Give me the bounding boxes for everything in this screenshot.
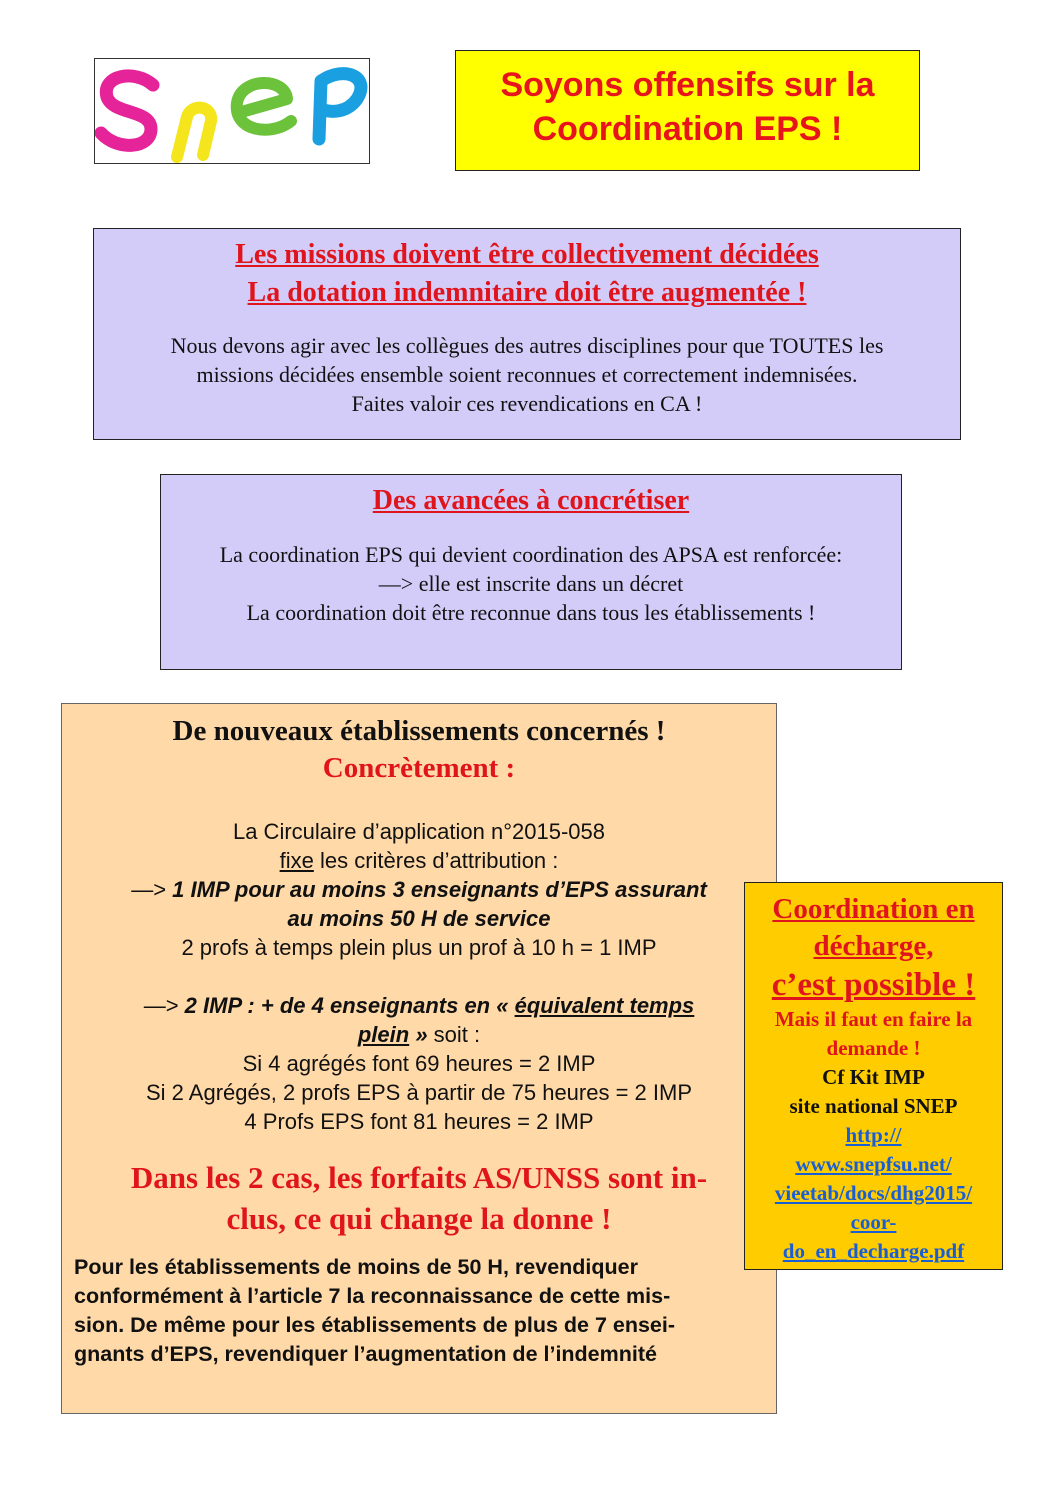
decharge-line-2: décharge, [813, 930, 934, 962]
imp2-bold: 2 IMP : + de 4 enseignants en « [184, 993, 515, 1018]
link-part-3[interactable]: vieetab/docs/dhg2015/ [774, 1181, 973, 1205]
example-3: 4 Profs EPS font 81 heures = 2 IMP [244, 1109, 594, 1134]
imp2-underline-2: plein [357, 1022, 410, 1047]
decharge-line-7: site national SNEP [789, 1094, 958, 1118]
avancees-line-2: —> elle est inscrite dans un décret [378, 571, 684, 596]
etablissements-box [61, 703, 777, 1414]
logo-letter-p [319, 74, 361, 139]
bottom-line-3: sion. De même pour les établissements de plus de 7 ensei- [74, 1313, 676, 1337]
snep-logo [94, 58, 370, 164]
imp2-block [62, 991, 776, 1136]
title-box [455, 50, 920, 171]
link-part-5[interactable]: do_en_decharge.pdf [782, 1239, 965, 1263]
imp2-line [62, 991, 776, 1020]
imp2-close: » [409, 1022, 428, 1047]
missions-line-1: Nous devons agir avec les collègues des autres disciplines pour que TOUTES les [170, 333, 884, 358]
missions-heading-1: Les missions doivent être collectivement décidées [235, 239, 819, 270]
decharge-box [744, 882, 1003, 1270]
circulaire-block [62, 817, 776, 962]
avancees-body [161, 540, 901, 627]
example-2: Si 2 Agrégés, 2 profs EPS à partir de 75 heures = 2 IMP [145, 1080, 693, 1105]
missions-box [93, 228, 961, 440]
etablissements-heading: De nouveaux établissements concernés ! [172, 715, 666, 747]
bottom-block [62, 1253, 776, 1369]
title-line-2: Coordination EPS ! [532, 110, 843, 148]
decharge-line-6: Cf Kit IMP [822, 1065, 925, 1089]
logo-letter-s [101, 76, 153, 145]
avancees-line-1: La coordination EPS qui devient coordination des APSA est renforcée: [219, 542, 843, 567]
imp1-example: 2 profs à temps plein plus un prof à 10 h = 1 IMP [181, 935, 657, 960]
avancees-box [160, 474, 902, 670]
cas-line-1: Dans les 2 cas, les forfaits AS/UNSS sont in- [130, 1160, 708, 1195]
imp2-line-2 [62, 1020, 776, 1049]
bottom-line-2: conformément à l’article 7 la reconnaissance de cette mis- [74, 1284, 671, 1308]
imp1-arrow: —> [131, 877, 173, 902]
link-part-2[interactable]: www.snepfsu.net/ [795, 1152, 952, 1176]
link-part-4[interactable]: coor- [850, 1210, 897, 1234]
avancees-heading: Des avancées à concrétiser [372, 485, 690, 516]
circulaire-line: La Circulaire d’application n°2015-058 [232, 819, 606, 844]
imp2-soit: soit : [427, 1022, 481, 1047]
criteres-text: les critères d’attribution : [313, 848, 559, 873]
imp1-bold: 1 IMP pour au moins 3 enseignants d’EPS assurant [172, 877, 707, 902]
snep-logo-graphic [95, 59, 369, 163]
imp1-bold-2: au moins 50 H de service [287, 906, 551, 931]
logo-letter-e [237, 83, 291, 130]
example-1: Si 4 agrégés font 69 heures = 2 IMP [242, 1051, 596, 1076]
missions-line-2: missions décidées ensemble soient reconnues et correctement indemnisées. [196, 362, 858, 387]
missions-line-3: Faites valoir ces revendications en CA ! [351, 391, 703, 416]
criteres-line [62, 846, 776, 875]
logo-letter-n [177, 108, 211, 157]
missions-heading-2: La dotation indemnitaire doit être augmentée ! [247, 277, 807, 308]
imp1-line [62, 875, 776, 904]
etablissements-subheading: Concrètement : [322, 752, 516, 784]
imp2-arrow: —> [143, 993, 185, 1018]
link-part-1[interactable]: http:// [845, 1123, 902, 1147]
bottom-line-4: gnants d’EPS, revendiquer l’augmentation de l’indemnité [74, 1342, 657, 1366]
decharge-line-1: Coordination en [772, 893, 975, 925]
bottom-line-1: Pour les établissements de moins de 50 H, revendiquer [74, 1255, 638, 1279]
cas-line-2: clus, ce qui change la donne ! [226, 1201, 612, 1236]
decharge-line-4: Mais il faut en faire la [774, 1007, 973, 1031]
avancees-line-3: La coordination doit être reconnue dans tous les établissements ! [246, 600, 816, 625]
imp2-underline-1: équivalent temps [514, 993, 695, 1018]
title-line-1: Soyons offensifs sur la [500, 66, 875, 104]
missions-body [94, 331, 960, 418]
cas-block [62, 1157, 776, 1239]
decharge-link[interactable] [745, 1121, 1002, 1266]
decharge-line-3: c’est possible ! [771, 967, 976, 1003]
fixe-word: fixe [279, 848, 314, 873]
decharge-line-5: demande ! [826, 1036, 921, 1060]
